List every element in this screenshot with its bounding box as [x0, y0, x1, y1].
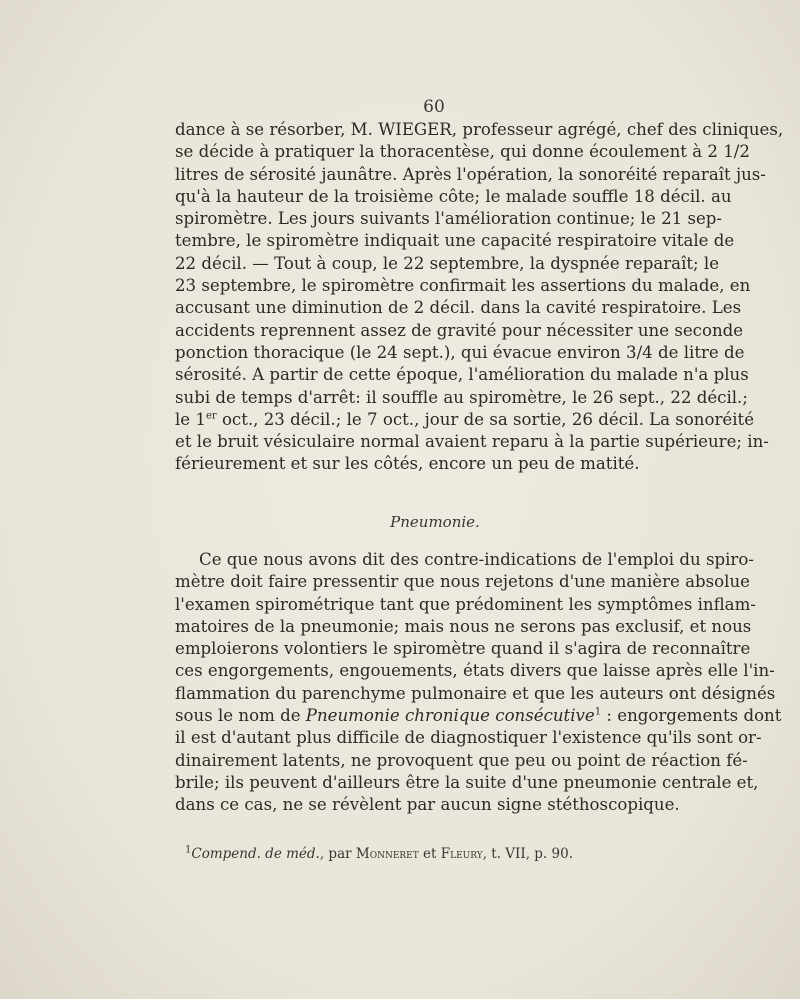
- text-segment: le 1: [175, 409, 206, 429]
- italic-term: Pneumonie chronique consécutive: [305, 706, 595, 726]
- text-segment: oct., 23 décil.; le 7 oct., jour de sa sortie, 26 décil. La sonoréité: [216, 409, 755, 429]
- text-line: 22 décil. — Tout à coup, le 22 septembre, la dyspnée reparaît; le: [175, 253, 720, 273]
- text-line: [175, 409, 755, 431]
- text-segment: , professeur agrégé, chef des cliniques,: [451, 120, 784, 139]
- text-line: accidents reprennent assez de gravité pour nécessiter une seconde: [175, 320, 744, 340]
- footnote-author: Monneret: [355, 846, 419, 862]
- section-heading: Pneumonie.: [390, 513, 480, 531]
- footnote-text: , par: [319, 846, 356, 862]
- text-line: [175, 119, 784, 141]
- text-line: subi de temps d'arrêt: il souffle au spiromètre, le 26 sept., 22 décil.;: [175, 387, 748, 407]
- text-line: emploierons volontiers le spiromètre quand il s'agira de reconnaître: [175, 639, 751, 659]
- text-line: matoires de la pneumonie; mais nous ne serons pas exclusif, et nous: [175, 616, 752, 636]
- text-line: mètre doit faire pressentir que nous rejetons d'une manière absolue: [175, 572, 750, 592]
- text-line: dinairement latents, ne provoquent que peu ou point de réaction fé-: [175, 750, 748, 770]
- footnote-text: , t. VII, p. 90.: [482, 846, 573, 862]
- footnote-mark: 1: [185, 844, 192, 856]
- text-line: tembre, le spiromètre indiquait une capacité respiratoire vitale de: [175, 231, 735, 251]
- text-line: il est d'autant plus difficile de diagnostiquer l'existence qu'ils sont or-: [175, 728, 762, 748]
- text-line: l'examen spirométrique tant que prédominent les symptômes inflam-: [175, 594, 756, 614]
- text-line: 23 septembre, le spiromètre confirmait les assertions du malade, en: [175, 276, 751, 296]
- text-line: sérosité. A partir de cette époque, l'amélioration du malade n'a plus: [175, 365, 749, 385]
- paragraph-1: [175, 119, 784, 476]
- page-number: 60: [423, 97, 445, 117]
- text-line: Ce que nous avons dit des contre-indications de l'emploi du spiro-: [199, 550, 754, 569]
- footnote-title: Compend. de méd.: [191, 846, 320, 862]
- text-line: ponction thoracique (le 24 sept.), qui évacue environ 3/4 de litre de: [175, 342, 745, 362]
- text-line: accusant une diminution de 2 décil. dans la cavité respiratoire. Les: [175, 298, 742, 318]
- text-line: se décide à pratiquer la thoracentèse, qui donne écoulement à 2 1/2: [175, 142, 750, 162]
- footnote-reference: 1: [594, 706, 602, 718]
- text-line: qu'à la hauteur de la troisième côte; le malade souffle 18 décil. au: [175, 186, 732, 206]
- author-name: WIEGER: [378, 120, 452, 139]
- text-line: férieurement et sur les côtés, encore un peu de matité.: [175, 454, 640, 474]
- text-segment: : engorgements dont: [601, 706, 782, 726]
- ordinal-superscript: er: [205, 410, 217, 422]
- footnote: [185, 846, 705, 862]
- paragraph-2: [175, 549, 782, 817]
- footnote-text: et: [418, 846, 441, 862]
- text-line: [175, 705, 782, 727]
- text-line: flammation du parenchyme pulmonaire et que les auteurs ont désignés: [175, 683, 776, 703]
- text-line: dans ce cas, ne se révèlent par aucun signe stéthoscopique.: [175, 795, 680, 815]
- text-line: litres de sérosité jaunâtre. Après l'opération, la sonoréité reparaît jus-: [175, 164, 766, 184]
- text-segment: dance à se résorber, M.: [175, 120, 379, 139]
- text-line: spiromètre. Les jours suivants l'amélioration continue; le 21 sep-: [175, 209, 723, 229]
- text-line: brile; ils peuvent d'ailleurs être la suite d'une pneumonie centrale et,: [175, 772, 759, 792]
- text-line: et le bruit vésiculaire normal avaient reparu à la partie supérieure; in-: [175, 432, 769, 452]
- text-line: ces engorgements, engouements, états divers que laisse après elle l'in-: [175, 661, 775, 681]
- footnote-author: Fleury: [440, 846, 483, 862]
- text-segment: sous le nom de: [175, 706, 306, 726]
